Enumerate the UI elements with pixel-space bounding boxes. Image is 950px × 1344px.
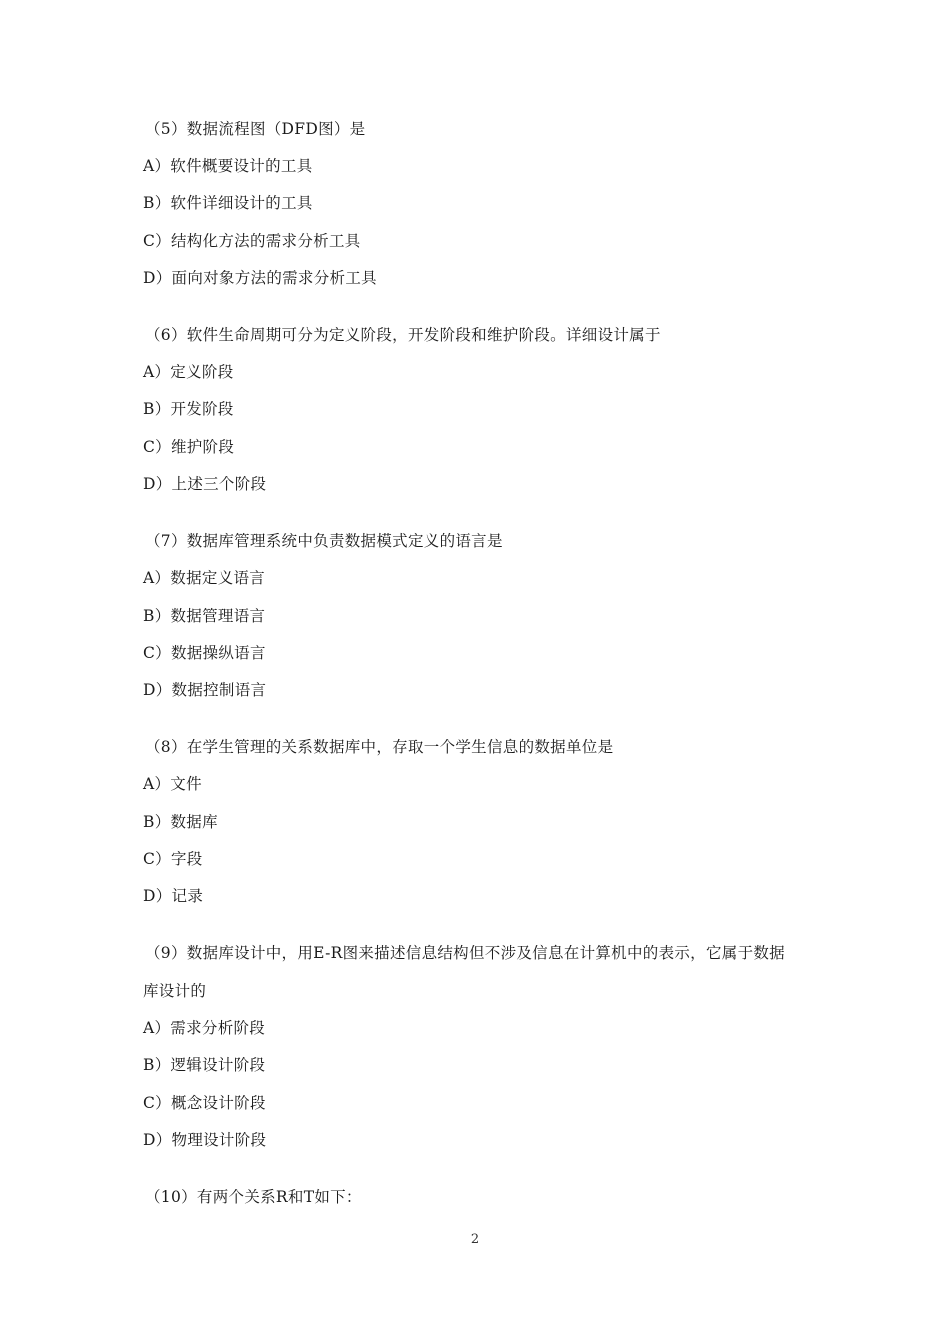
question-7-option-a: A）数据定义语言 <box>143 569 266 587</box>
question-8-option-a: A）文件 <box>143 775 202 793</box>
question-7-option-d: D）数据控制语言 <box>143 681 267 699</box>
question-8-option-c: C）字段 <box>143 850 203 868</box>
question-5-option-d: D）面向对象方法的需求分析工具 <box>143 269 377 287</box>
question-9-option-a: A）需求分析阶段 <box>143 1019 266 1037</box>
question-7-option-c: C）数据操纵语言 <box>143 644 266 662</box>
question-8-option-d: D）记录 <box>143 887 204 905</box>
question-6-option-d: D）上述三个阶段 <box>143 475 267 493</box>
question-5-option-b: B）软件详细设计的工具 <box>143 194 313 212</box>
question-5-option-a: A）软件概要设计的工具 <box>143 157 313 175</box>
question-10-stem: （10）有两个关系R和T如下： <box>145 1188 362 1206</box>
question-6-option-a: A）定义阶段 <box>143 363 234 381</box>
question-5-stem: （5）数据流程图（DFD图）是 <box>145 120 366 138</box>
question-9-stem-line-2: 库设计的 <box>143 982 207 1000</box>
question-8-option-b: B）数据库 <box>143 813 218 831</box>
question-9-option-d: D）物理设计阶段 <box>143 1131 267 1149</box>
question-9-stem-line-1: （9）数据库设计中，用E-R图来描述信息结构但不涉及信息在计算机中的表示，它属于数据 <box>145 944 785 962</box>
question-8-stem: （8）在学生管理的关系数据库中，存取一个学生信息的数据单位是 <box>145 738 614 756</box>
question-6-option-b: B）开发阶段 <box>143 400 234 418</box>
question-9-option-b: B）逻辑设计阶段 <box>143 1056 266 1074</box>
question-7-option-b: B）数据管理语言 <box>143 607 266 625</box>
question-6-stem: （6）软件生命周期可分为定义阶段，开发阶段和维护阶段。详细设计属于 <box>145 326 661 344</box>
question-5-option-c: C）结构化方法的需求分析工具 <box>143 232 361 250</box>
question-9-option-c: C）概念设计阶段 <box>143 1094 266 1112</box>
question-6-option-c: C）维护阶段 <box>143 438 235 456</box>
question-7-stem: （7）数据库管理系统中负责数据模式定义的语言是 <box>145 532 503 550</box>
page-number: 2 <box>470 1232 480 1247</box>
